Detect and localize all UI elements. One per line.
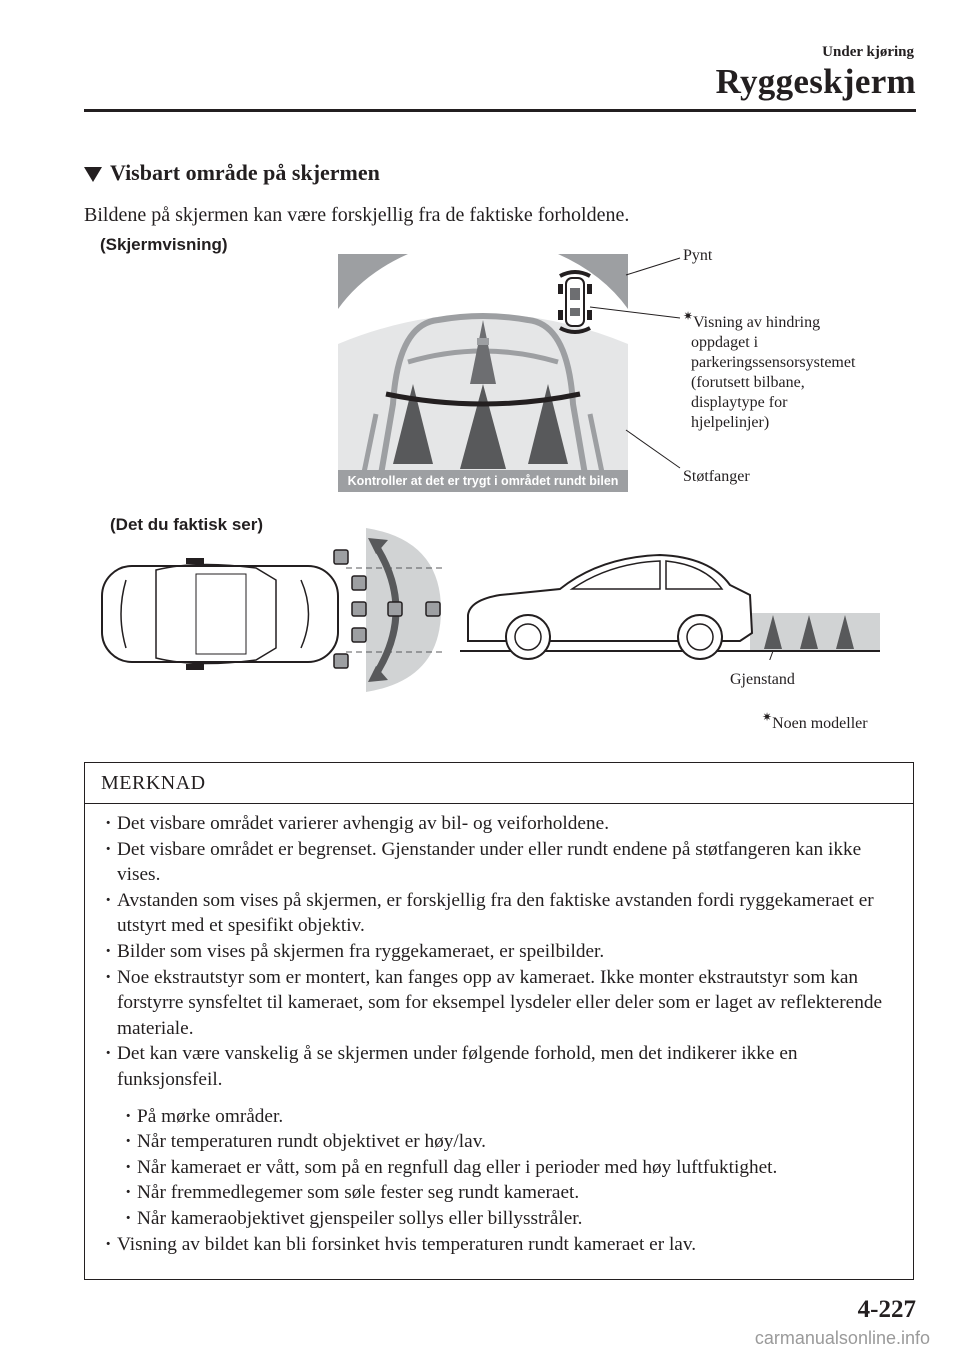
label-obstacle bbox=[683, 309, 856, 433]
note-sub-item: · Når kameraet er vått, som på en regnfull dag eller i perioder med høy luftfuktighet. bbox=[101, 1155, 903, 1181]
car-top-view bbox=[102, 558, 338, 670]
label-object: Gjenstand bbox=[730, 671, 795, 688]
actual-view-caption: (Det du faktisk ser) bbox=[110, 515, 264, 534]
page-number: 4-227 bbox=[857, 1296, 916, 1323]
note-item: · Det visbare området varierer avhengig av bil- og veiforholdene. bbox=[101, 811, 903, 837]
asterisk-icon: ✷ bbox=[762, 710, 773, 724]
note-item: · Visning av bildet kan bli forsinket hvis temperaturen rundt kameraet er lav. bbox=[101, 1232, 903, 1258]
obstacle-line-4: (forutsett bilbane, bbox=[691, 374, 805, 391]
note-list bbox=[101, 811, 903, 1257]
triangle-bullet-icon bbox=[84, 167, 102, 182]
obstacle-line-5: displaytype for bbox=[691, 394, 788, 411]
note-sub-item: · På mørke områder. bbox=[101, 1104, 903, 1130]
obstacle-line-2: oppdaget i bbox=[691, 334, 759, 351]
section-heading-text: Visbart område på skjermen bbox=[110, 160, 380, 185]
note-box bbox=[84, 762, 914, 1280]
chapter-name: Under kjøring bbox=[822, 44, 914, 60]
note-item: · Det visbare området er begrenset. Gjenstander under eller rundt endene på støtfangeren kan ikke vises. bbox=[101, 837, 903, 888]
screen-view-caption: (Skjermvisning) bbox=[100, 235, 228, 254]
note-title: MERKNAD bbox=[101, 772, 206, 794]
intro-paragraph: Bildene på skjermen kan være forskjellig fra de faktiske forholdene. bbox=[84, 204, 630, 226]
note-sub-item: · Når temperaturen rundt objektivet er høy/lav. bbox=[101, 1129, 903, 1155]
warning-banner-text: Kontroller at det er trygt i området rundt bilen bbox=[347, 474, 619, 488]
obstacle-line-6: hjelpelinjer) bbox=[691, 414, 770, 431]
note-item: · Bilder som vises på skjermen fra ryggekameraet, er speilbilder. bbox=[101, 939, 903, 965]
top-view-illustration bbox=[96, 520, 456, 700]
car-side-view bbox=[468, 555, 752, 659]
asterisk-icon: ✷ bbox=[683, 309, 694, 323]
side-view-illustration bbox=[460, 545, 880, 660]
note-item: · Det kan være vanskelig å se skjermen under følgende forhold, men det indikerer ikke en funksjonsfeil. bbox=[101, 1041, 903, 1092]
header-rule bbox=[84, 109, 916, 112]
label-bumper: Støtfanger bbox=[683, 468, 750, 485]
note-sub-item: · Når fremmedlegemer som søle fester seg rundt kameraet. bbox=[101, 1180, 903, 1206]
label-trim: Pynt bbox=[683, 247, 713, 264]
section-heading bbox=[84, 160, 380, 186]
obstacle-line-1: Visning av hindring bbox=[693, 314, 821, 331]
note-header bbox=[85, 763, 913, 804]
note-item: · Noe ekstrautstyr som er montert, kan fanges opp av kameraet. Ikke monter ekstrautstyr som kan forstyrre synsfeltet til kameraet, som for eksempel lysdeler eller deler som er laget av reflekterende materiale. bbox=[101, 965, 903, 1042]
note-sub-item: · Når kameraobjektivet gjenspeiler sollys eller billysstråler. bbox=[101, 1206, 903, 1232]
watermark: carmanualsonline.info bbox=[754, 1328, 930, 1348]
obstacle-line-3: parkeringssensorsystemet bbox=[691, 354, 856, 371]
footnote bbox=[762, 710, 868, 734]
note-item: · Avstanden som vises på skjermen, er forskjellig fra den faktiske avstanden fordi ryggekameraet er utstyrt med et spesifikt objektiv. bbox=[101, 888, 903, 939]
leader-lines bbox=[580, 250, 690, 470]
page-title: Ryggeskjerm bbox=[715, 62, 916, 101]
footnote-text: Noen modeller bbox=[772, 715, 868, 732]
